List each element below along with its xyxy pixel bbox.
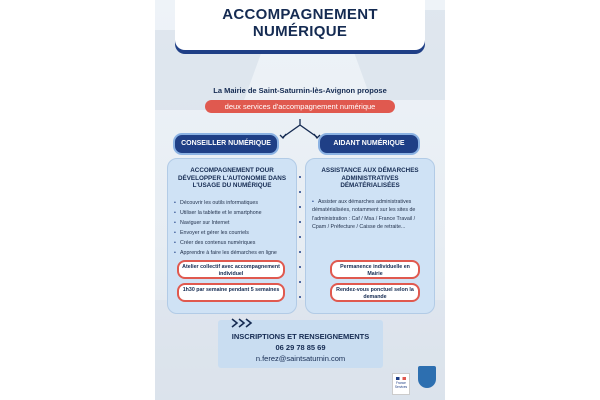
- list-item: • Assister aux démarches administratives dématérialisées, notamment sur les sites de l'administration : Caf / Msa / France Travail / Cpam / Préfecture / Caisse de retraite...: [312, 198, 416, 230]
- contact-heading: INSCRIPTIONS ET RENSEIGNEMENTS: [231, 332, 370, 341]
- intro-text: La Mairie de Saint-Saturnin-lès-Avignon propose: [213, 86, 387, 95]
- contact-email: n.ferez@saintsaturnin.com: [255, 354, 346, 363]
- split-arrows-icon: [275, 117, 325, 141]
- france-services-logo: France Services: [392, 373, 410, 395]
- list-item: • Apprendre à faire les démarches en ligne: [174, 249, 277, 256]
- card-heading: ASSISTANCE AUX DÉMARCHES ADMINISTRATIVES DÉMATÉRIALISÉES: [321, 167, 419, 189]
- tab-aidant-numerique: AIDANT NUMÉRIQUE: [318, 133, 420, 155]
- title-line-2: NUMÉRIQUE: [252, 23, 348, 40]
- divider-dots: [299, 176, 303, 311]
- list-item: • Créer des contenus numériques: [174, 239, 256, 246]
- list-item: • Découvrir les outils informatiques: [174, 199, 259, 206]
- list-item: • Utiliser la tablette et le smartphone: [174, 209, 262, 216]
- service-list: [174, 198, 296, 258]
- logos: [392, 366, 436, 395]
- service-list: [312, 198, 434, 232]
- intro-highlight: deux services d'accompagnement numérique: [205, 100, 395, 113]
- list-item: • Naviguer sur Internet: [174, 219, 230, 226]
- town-crest-icon: [418, 366, 436, 388]
- tab-conseiller-numerique: CONSEILLER NUMÉRIQUE: [173, 133, 279, 155]
- info-pill: Atelier collectif avec accompagnement individuel: [177, 260, 285, 279]
- chevrons-icon: [231, 318, 257, 328]
- title-box: [175, 0, 425, 50]
- info-pill: 1h30 par semaine pendant 5 semaines: [177, 283, 285, 302]
- info-pill: Rendez-vous ponctuel selon la demande: [330, 283, 420, 302]
- contact-phone: 06 29 78 85 69: [275, 343, 326, 352]
- info-pill: Permanence individuelle en Mairie: [330, 260, 420, 279]
- poster: [155, 0, 445, 400]
- list-item: • Envoyer et gérer les courriels: [174, 229, 249, 236]
- card-heading: ACCOMPAGNEMENT POUR DÉVELOPPER L'AUTONOMIE DANS L'USAGE DU NUMÉRIQUE: [177, 167, 287, 189]
- title-line-1: ACCOMPAGNEMENT: [222, 6, 378, 23]
